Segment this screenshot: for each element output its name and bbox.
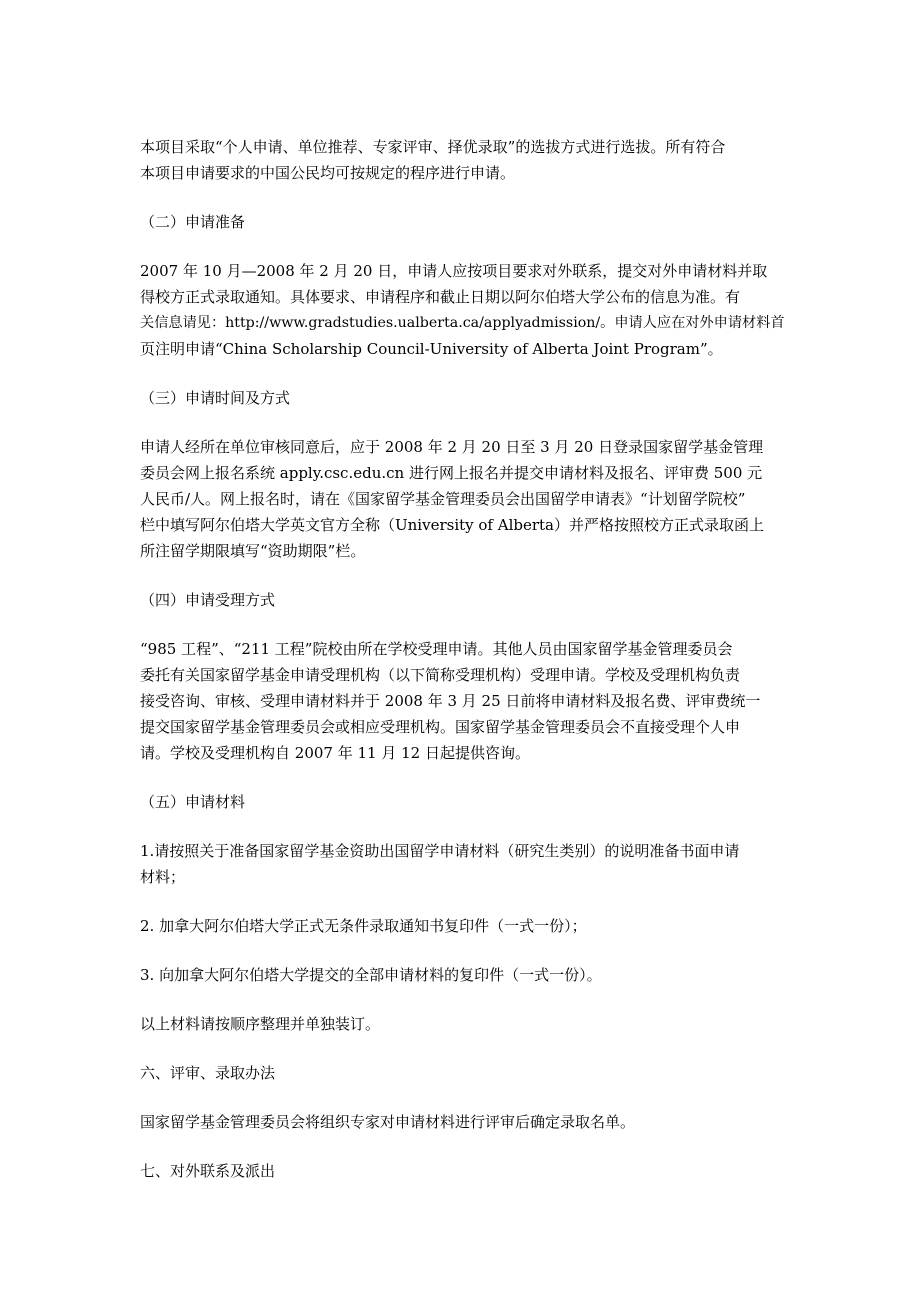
- heading-text: 七、对外联系及派出: [140, 1162, 276, 1180]
- text-line: 以上材料请按顺序整理并单独装订。: [140, 1015, 381, 1033]
- text-line: 2. 加拿大阿尔伯塔大学正式无条件录取通知书复印件（一式一份）；: [140, 917, 587, 935]
- paragraph-acceptance: [140, 636, 785, 766]
- heading-text: （三）申请时间及方式: [140, 389, 291, 407]
- text-line: 3. 向加拿大阿尔伯塔大学提交的全部申请材料的复印件（一式一份）。: [140, 966, 602, 984]
- paragraph-selection-method: [140, 134, 785, 186]
- heading-contact-dispatch: [140, 1158, 785, 1184]
- text-line: 国家留学基金管理委员会将组织专家对申请材料进行评审后确定录取名单。: [140, 1113, 636, 1131]
- text-line: 关信息请见：http://www.gradstudies.ualberta.ca/applyadmission/。申请人应在对外申请材料首: [140, 315, 785, 331]
- list-item-materials-1: [140, 838, 785, 890]
- text-line: 材料；: [140, 868, 186, 886]
- heading-text: （四）申请受理方式: [140, 591, 276, 609]
- text-line: 得校方正式录取通知。具体要求、申请程序和截止日期以阿尔伯塔大学公布的信息为准。有: [140, 288, 741, 306]
- heading-text: （二）申请准备: [140, 213, 246, 231]
- heading-materials: [140, 789, 785, 815]
- paragraph-application-time: [140, 434, 785, 564]
- list-item-materials-2: [140, 913, 785, 939]
- text-line: “985 工程”、“211 工程”院校由所在学校受理申请。其他人员由国家留学基金管理委员会: [140, 640, 733, 658]
- text-line: 所注留学期限填写“资助期限”栏。: [140, 542, 366, 560]
- document-body: [140, 134, 785, 1184]
- heading-text: 六、评审、录取办法: [140, 1064, 276, 1082]
- heading-acceptance: [140, 587, 785, 613]
- text-line: 委托有关国家留学基金申请受理机构（以下简称受理机构）受理申请。学校及受理机构负责: [140, 666, 741, 684]
- text-line: 本项目采取“个人申请、单位推荐、专家评审、择优录取”的选拔方式进行选拔。所有符合: [140, 138, 726, 156]
- text-line: 页注明申请“China Scholarship Council-University of Alberta Joint Program”。: [140, 340, 723, 358]
- heading-application-time: [140, 385, 785, 411]
- heading-review-admission: [140, 1060, 785, 1086]
- text-line: 1.请按照关于准备国家留学基金资助出国留学申请材料（研究生类别）的说明准备书面申请: [140, 842, 740, 860]
- paragraph-binding-note: [140, 1011, 785, 1037]
- text-line: 接受咨询、审核、受理申请材料并于 2008 年 3 月 25 日前将申请材料及报名费、评审费统一: [140, 692, 761, 710]
- heading-text: （五）申请材料: [140, 793, 246, 811]
- paragraph-preparation: [140, 258, 785, 362]
- text-line: 委员会网上报名系统 apply.csc.edu.cn 进行网上报名并提交申请材料及报名、评审费 500 元: [140, 464, 763, 482]
- list-item-materials-3: [140, 962, 785, 988]
- text-line: 请。学校及受理机构自 2007 年 11 月 12 日起提供咨询。: [140, 744, 530, 762]
- text-line: 人民币/人。网上报名时，请在《国家留学基金管理委员会出国留学申请表》“计划留学院校”: [140, 490, 746, 508]
- text-line: 本项目申请要求的中国公民均可按规定的程序进行申请。: [140, 164, 516, 182]
- text-line: 栏中填写阿尔伯塔大学英文官方全称（University of Alberta）并严格按照校方正式录取函上: [140, 516, 764, 534]
- text-line: 2007 年 10 月—2008 年 2 月 20 日，申请人应按项目要求对外联系，提交对外申请材料并取: [140, 262, 768, 280]
- text-line: 提交国家留学基金管理委员会或相应受理机构。国家留学基金管理委员会不直接受理个人申: [140, 718, 741, 736]
- heading-application-preparation: [140, 209, 785, 235]
- text-line: 申请人经所在单位审核同意后，应于 2008 年 2 月 20 日至 3 月 20 日登录国家留学基金管理: [140, 438, 764, 456]
- paragraph-review: [140, 1109, 785, 1135]
